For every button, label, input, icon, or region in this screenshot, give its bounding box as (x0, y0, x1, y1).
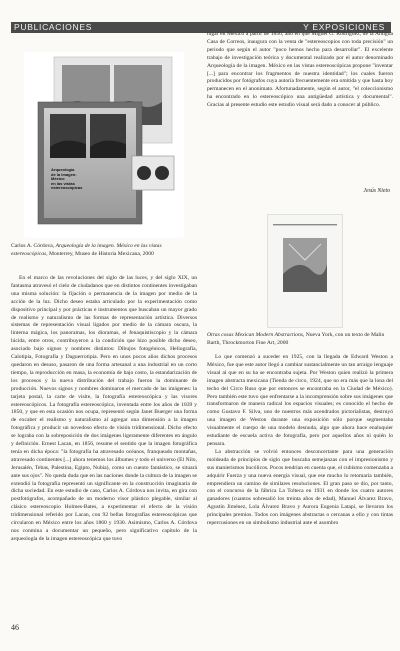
header-right: Y EXPOSICIONES (303, 22, 385, 32)
body-paragraph: Lo que comenzó a suceder en 1925, con la llegada de Edward Weston a México, fue que este autor llegó a cambiar sustancialmente un tan arraigo lenguaje visual al que en su ha se encontraba sujeta. Por Weston quien realizó la primera imagen abstracta mexicana (Tienda de circo, 1924, que no era más que la lona del techo del Circo Ruso que por entonces se encontraba en la Ciudad de México). Pero también este tuvo que enfrentarse a la incomprensión sobre sus imágenes que transformaron de manera radical los espacios visuales; es conocido el hecho de como Gustavo F. Silva, uno de nuestros más acendrados pictorialistas, destruyó una imagen de Weston durante una exposición sólo porque segmentaba visualmente el cuerpo de una modelo desnuda, algo que ahora hace enaluquier estudiante de escuela activa de fotografía, pero por aquellos años ni quién lo pensara. (207, 354, 393, 447)
body-paragraph: lugar en México a partir de 1856, año en que Miguel G. Rodríguez, de la Antigua Casa de Correos, inaugura con la venta de "estereoscopios con toda precisión" un periodo que según el autor "poco hemos hecho para desarrollar". El excelente trabajo de investigación teórica y documental realizado por el autor denominado Arqueología de la imagen. México en las vistas estereoscópicas propone "inventar [...] para encontrar los fragmentos de nuestra identidad"; los cuales fueron producidos por fotógrafos cuya autoría frecuentemente era omitida y que hasta hoy permanecen en el anonimato. Afortunadamente, según el autor, "el coleccionismo ha encontrado en lo estereoscópico una antigüedad artística y documental". Gracias al presente estudio este estudio visual será dado a conocer al público. (207, 31, 393, 109)
body-paragraph: La abstracción se volvió entonces desconcertante para una generación moldeada de principios de siglo que buscaba semejanzas con el impresionismo y sus manierismos bucólicos. Pocos tendrían en cuenta que, el cubismo comenzaba a adquirir Fuerza y una nueva energía visual, que ese mucho lo retomaría también, emprendiera un camino de similares resoluciones. El gran paso se dio, por tanto, con el concurso de la fábrica La Tolteca en 1931 en donde los cuatro autores ganadores (cuantos sobresalió los treinta años de edad), Manuel Álvarez Bravo, Agustín Jiménez, Lola Álvarez Bravo y Aurora Eugenia Latapí, se llevaron los principales premios. Todos con imágenes abstractas o cercanas a ello y con tintas repercusiones en un simbolismo industrial ante el asombro (207, 448, 393, 527)
abstract-book-photo (267, 214, 343, 328)
header-left: PUBLICACIONES (14, 22, 93, 32)
page-number: 46 (11, 623, 19, 632)
caption-title: Otras cosas Mexican Modern Abstractions (207, 332, 303, 338)
body-paragraph: En el marco de las revoluciones del siglo de las luces, y del siglo XIX, un fantasma atravesó el cielo de ciudadanos que en distintos continentes investigaban una misma solución: la fijación o permanencia de la imagen por medio de la acción de la luz. Dicho deseo estaba articulado por la experimentación como dispositivo principal y por prácticas e instrumentos que buscaban un mayor grado de realismo y naturalismo de las formas de representación artística. Diversos sistemas de representación visual ligados por medio de la cámara oscura, la linterna mágica, los panoramas, los dioramas, el fenaquistiscopio y la cámara lúcida, entre otros, contribuyeron a la condición que hizo posible dicho deseo, asociado bajo signos y nombres distintos: Dibujos fotogénicos, Heliografía, Calotipia, Fotografía y Daguerrotipia. Pero en unos pocos años dichos procesos quedaron en desuso, pasaron de una forma artesanal a una industrial en un corto tiempo, la reproducción en masa, la economía de bajo costo, la estandarización de los procesos y la nueva distribución del trabajo fueron la dominante de producción. Nuevos signos y nombres dominaron el mercado de las imágenes: la tarjeta postal, la carte de visite, la fotografía estereoscópica y las visores estereoscópicos. La fotografía estereoscópica, inventada entre los años de 1839 y 1850, y que en esta ocasión nos ocupa, representó según Janet Buerger una forma de excaber el realismo y naturalismo al agregar una dimensión a la imagen fotográfica y producir un novedoso efecto de visión tridimensional. Dicho efecto se lograba con la sobreposición de dos imágenes ligeramente diferentes en ángulo y definición. Ernest Lacan, en 1856, resume el sentido que la imagen fotográfica tenía en dicha época: "la fotografía ha atravesado océanos, franqueado montañas, atravesado continentes [...] ahora tenemos los álbumes y todo el universo (El Nilo, Jerusalén, Tebas, Palestina, Egipto, Nubia), como un cuento fantástico, se situará ante sus ojos". No queda duda que en las naciones donde la cultura de la imagen se extendió la fotografía representó un significante en la construcción imaginaria de dicha sociedad. En este estudio de caso, Carlos A. Córdova nos invita, en gira con postfotógrafos, acompañado de un moderno visor plástico plegable, similar al clásico estereoscopio Holmes-Bates, a experimentar el efecto de la visión tridimensional referido por Lacan, con 92 bellas fotografías estereoscópicas que circularon en México entre los años 1860 y 1930. Asimismo, Carlos A. Córdova nos conmina a documentar un pequeño, pero significativo capítulo de la arqueología de la imagen estereoscópica que tuvo (11, 275, 197, 542)
left-column-body (11, 275, 197, 623)
cover-title-line: de la imagen: (51, 171, 77, 177)
caption-author: Carlos A. Córdova, (11, 243, 56, 249)
review-signature: Jesús Nieto (363, 188, 390, 194)
page-header (0, 0, 400, 32)
right-book-caption (207, 332, 393, 347)
abstract-book-illustration (267, 214, 343, 328)
right-column-body (207, 354, 393, 642)
book-cover-photo (24, 52, 184, 238)
caption-title: Arqueología de la imagen. México en las vistas estereoscópicas (11, 243, 162, 257)
caption-rest: , Nueva York, con un texto de Malin Barth, Throckmorton Fine Art, 2000 (207, 332, 385, 346)
cover-title-line: México (51, 176, 65, 182)
cover-title-line: en las vistas (51, 180, 75, 186)
cover-title-line: Arqueología (51, 167, 75, 172)
book-cover-illustration (24, 52, 184, 238)
book-cover-title (51, 168, 82, 191)
right-column-top (207, 31, 393, 183)
left-book-caption (11, 243, 197, 258)
caption-rest: , Monterrey, Museo de Historia Mexicana, 2000 (46, 250, 154, 257)
cover-title-line: estereoscópicas (51, 185, 83, 191)
